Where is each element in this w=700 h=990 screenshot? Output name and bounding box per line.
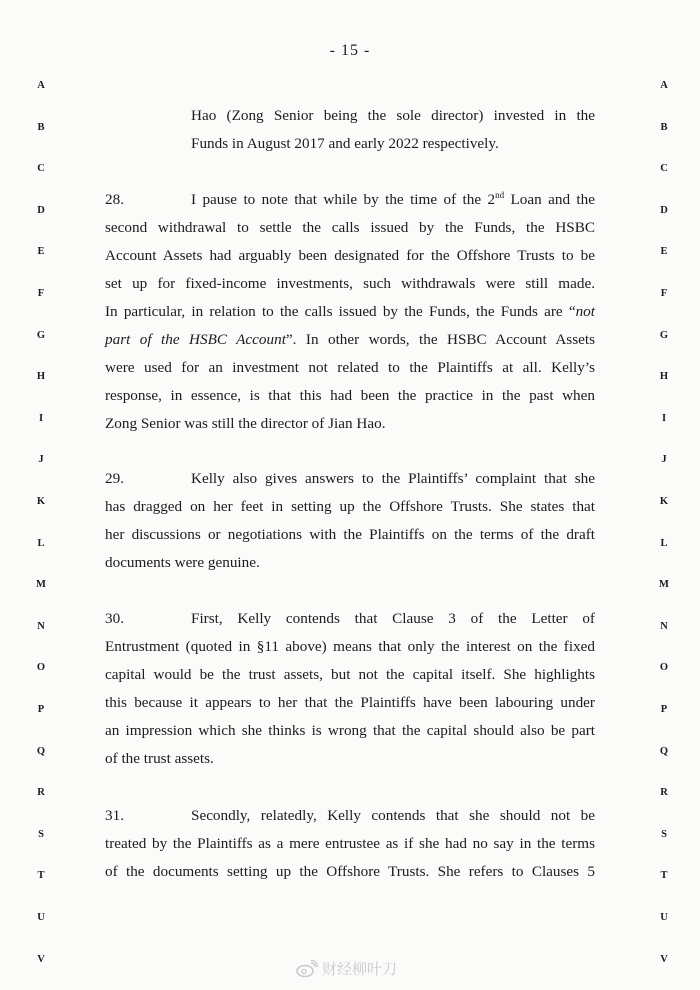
text-line: were used for an investment not related to the Plaintiffs at all. Kelly’s: [105, 359, 595, 376]
margin-letter-g: G: [36, 329, 46, 341]
text-line: an impression which she thinks is wrong that the capital should also be part: [105, 722, 595, 739]
text-line: In particular, in relation to the calls issued by the Funds, the Funds are “not: [105, 303, 595, 320]
text-line: Account Assets had arguably been designated for the Offshore Trusts to be: [105, 247, 595, 264]
margin-letter-l: L: [660, 537, 668, 549]
margin-letter-q: Q: [36, 745, 46, 757]
margin-letter-k: K: [36, 496, 46, 507]
margin-letter-c: C: [660, 163, 668, 175]
margin-letter-o: O: [36, 662, 46, 674]
margin-letter-j: J: [38, 454, 44, 466]
margin-letter-i: I: [38, 412, 44, 424]
text-line: I pause to note that while by the time of the 2nd Loan and the: [191, 190, 595, 208]
margin-letter-c: C: [37, 163, 45, 175]
weibo-logo-icon: [296, 960, 318, 978]
text-line: this because it appears to her that the Plaintiffs have been labouring under: [105, 694, 595, 711]
margin-letter-q: Q: [659, 745, 669, 757]
paragraph-31: [105, 802, 595, 886]
margin-letter-e: E: [660, 246, 668, 258]
text-line: set up for fixed-income investments, such withdrawals were still made.: [105, 275, 595, 292]
paragraph-number: 31.: [105, 807, 124, 824]
margin-letter-h: H: [36, 371, 46, 383]
paragraph-28: [105, 186, 595, 438]
margin-letter-k: K: [659, 496, 669, 507]
margin-letter-r: R: [660, 787, 668, 799]
margin-letter-m: M: [659, 579, 669, 591]
margin-letter-n: N: [37, 620, 45, 632]
paragraph-number: 28.: [105, 191, 124, 208]
margin-letter-d: D: [37, 204, 45, 216]
text-line: her discussions or negotiations with the Plaintiffs on the terms of the draft: [105, 526, 595, 543]
margin-letter-b: B: [660, 121, 668, 133]
text-line: response, in essence, is that this had been the practice in the past when: [105, 387, 595, 404]
margin-letter-t: T: [37, 870, 45, 882]
margin-letter-a: A: [37, 80, 45, 91]
text-line: of the documents setting up the Offshore Trusts. She refers to Clauses 5: [105, 863, 595, 880]
margin-letter-s: S: [661, 828, 667, 840]
margin-letter-h: H: [659, 371, 669, 383]
text-line: documents were genuine.: [105, 554, 260, 571]
text-line: Secondly, relatedly, Kelly contends that she should not be: [191, 807, 595, 824]
margin-letter-u: U: [660, 912, 668, 923]
paragraph-number: 30.: [105, 610, 124, 627]
margin-letter-j: J: [661, 454, 667, 466]
watermark-text: 财经柳叶刀: [322, 960, 398, 978]
margin-letter-a: A: [660, 80, 668, 91]
text-line: Entrustment (quoted in §11 above) means that only the interest on the fixed: [105, 638, 595, 655]
margin-letter-f: F: [37, 288, 45, 299]
text-line: treated by the Plaintiffs as a mere entrustee as if she had no say in the terms: [105, 835, 595, 852]
right-margin-letters: [649, 0, 679, 990]
paragraph-27-continuation: [105, 102, 595, 158]
text-line: Funds in August 2017 and early 2022 respectively.: [191, 135, 499, 152]
text-line: Hao (Zong Senior being the sole director) invested in the: [191, 107, 595, 124]
margin-letter-v: V: [37, 953, 45, 965]
margin-letter-t: T: [660, 870, 668, 882]
margin-letter-l: L: [37, 537, 45, 549]
margin-letter-s: S: [38, 828, 44, 840]
paragraph-30: [105, 605, 595, 773]
text-line: second withdrawal to settle the calls issued by the Funds, the HSBC: [105, 219, 595, 236]
text-line: capital would be the trust assets, but not the capital itself. She highlights: [105, 666, 595, 683]
left-margin-letters: [26, 0, 56, 990]
text-line: has dragged on her feet in setting up the Offshore Trusts. She states that: [105, 498, 595, 515]
margin-letter-p: P: [37, 704, 45, 715]
margin-letter-p: P: [660, 704, 668, 715]
margin-letter-r: R: [37, 787, 45, 799]
text-line: First, Kelly contends that Clause 3 of the Letter of: [191, 610, 595, 627]
watermark: [296, 958, 397, 979]
page-number: - 15 -: [329, 42, 371, 59]
margin-letter-f: F: [660, 288, 668, 299]
margin-letter-n: N: [660, 620, 668, 632]
margin-letter-b: B: [37, 121, 45, 133]
margin-letter-i: I: [661, 412, 667, 424]
text-line: of the trust assets.: [105, 750, 214, 767]
margin-letter-u: U: [37, 912, 45, 923]
paragraph-number: 29.: [105, 470, 124, 487]
margin-letter-g: G: [659, 329, 669, 341]
margin-letter-m: M: [36, 579, 46, 591]
margin-letter-d: D: [660, 204, 668, 216]
margin-letter-o: O: [659, 662, 669, 674]
text-line: Kelly also gives answers to the Plaintiffs’ complaint that she: [191, 470, 595, 487]
text-line: Zong Senior was still the director of Jian Hao.: [105, 415, 386, 432]
text-line: part of the HSBC Account”. In other words, the HSBC Account Assets: [105, 331, 596, 348]
paragraph-29: [105, 465, 595, 577]
margin-letter-e: E: [37, 246, 45, 258]
margin-letter-v: V: [660, 953, 668, 965]
